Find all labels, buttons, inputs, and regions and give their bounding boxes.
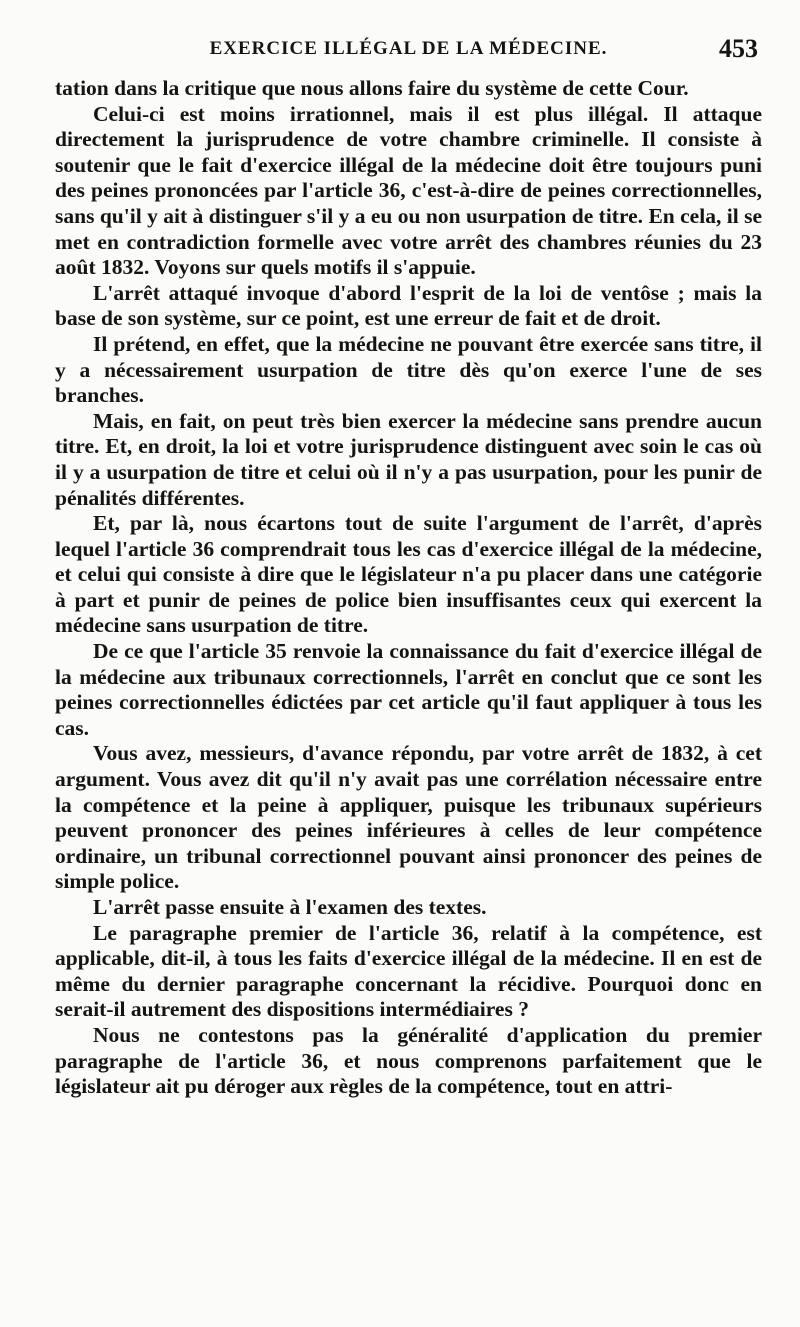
page-header xyxy=(55,0,762,76)
paragraph: Nous ne contestons pas la généralité d'application du premier paragraphe de l'article 36, et nous comprenons parfaitement que le législateur ait pu déroger aux règles de la compétence, tout en attri- xyxy=(55,1022,762,1099)
body-text xyxy=(55,76,762,1100)
paragraph: Le paragraphe premier de l'article 36, relatif à la compétence, est applicable, dit-il, à tous les faits d'exercice illégal de la médecine. Il en est de même du dernier paragraphe concernant la récidive. Pourquoi donc en serait-il autrement des dispositions intermédiaires ? xyxy=(55,920,762,1022)
paragraph: Mais, en fait, on peut très bien exercer la médecine sans prendre aucun titre. Et, en droit, la loi et votre jurisprudence distinguent avec soin le cas où il y a usurpation de titre et celui où il n'y a pas usurpation, pour les punir de pénalités différentes. xyxy=(55,408,762,510)
paragraph: Vous avez, messieurs, d'avance répondu, par votre arrêt de 1832, à cet argument. Vous avez dit qu'il n'y avait pas une corrélation nécessaire entre la compétence et la peine à appliquer, puisque les tribunaux supérieurs peuvent prononcer des peines inférieures à celles de leur compétence ordinaire, un tribunal correctionnel pouvant ainsi prononcer des peines de simple police. xyxy=(55,741,762,894)
page-number: 453 xyxy=(719,34,758,63)
paragraph: Et, par là, nous écartons tout de suite l'argument de l'arrêt, d'après lequel l'article 36 comprendrait tous les cas d'exercice illégal de la médecine, et celui qui consiste à dire que le législateur n'a pu placer dans une catégorie à part et punir de peines de police bien insuffisantes ceux qui exercent la médecine sans usurpation de titre. xyxy=(55,511,762,638)
paragraph: De ce que l'article 35 renvoie la connaissance du fait d'exercice illégal de la médecine aux tribunaux correctionnels, l'arrêt en conclut que ce sont les peines correctionnelles édictées par cet article qu'il faut appliquer à tous les cas. xyxy=(55,639,762,740)
running-title: EXERCICE ILLÉGAL DE LA MÉDECINE. xyxy=(209,38,608,59)
paragraph: L'arrêt passe ensuite à l'examen des textes. xyxy=(93,895,487,919)
paragraph: Celui-ci est moins irrationnel, mais il est plus illégal. Il attaque directement la jurisprudence de votre chambre criminelle. Il consiste à soutenir que le fait d'exercice illégal de la médecine doit être toujours puni des peines prononcées par l'article 36, c'est-à-dire de peines correctionnelles, sans qu'il y ait à distinguer s'il y a eu ou non usurpation de titre. En cela, il se met en contradiction formelle avec votre arrêt des chambres réunies du 23 août 1832. Voyons sur quels motifs il s'appuie. xyxy=(55,101,762,280)
paragraph-continuation: tation dans la critique que nous allons faire du système de cette Cour. xyxy=(55,76,689,100)
paragraph: L'arrêt attaqué invoque d'abord l'esprit de la loi de ventôse ; mais la base de son système, sur ce point, est une erreur de fait et de droit. xyxy=(55,280,762,331)
paragraph: Il prétend, en effet, que la médecine ne pouvant être exercée sans titre, il y a nécessairement usurpation de titre dès qu'on exerce l'une de ses branches. xyxy=(55,331,762,408)
